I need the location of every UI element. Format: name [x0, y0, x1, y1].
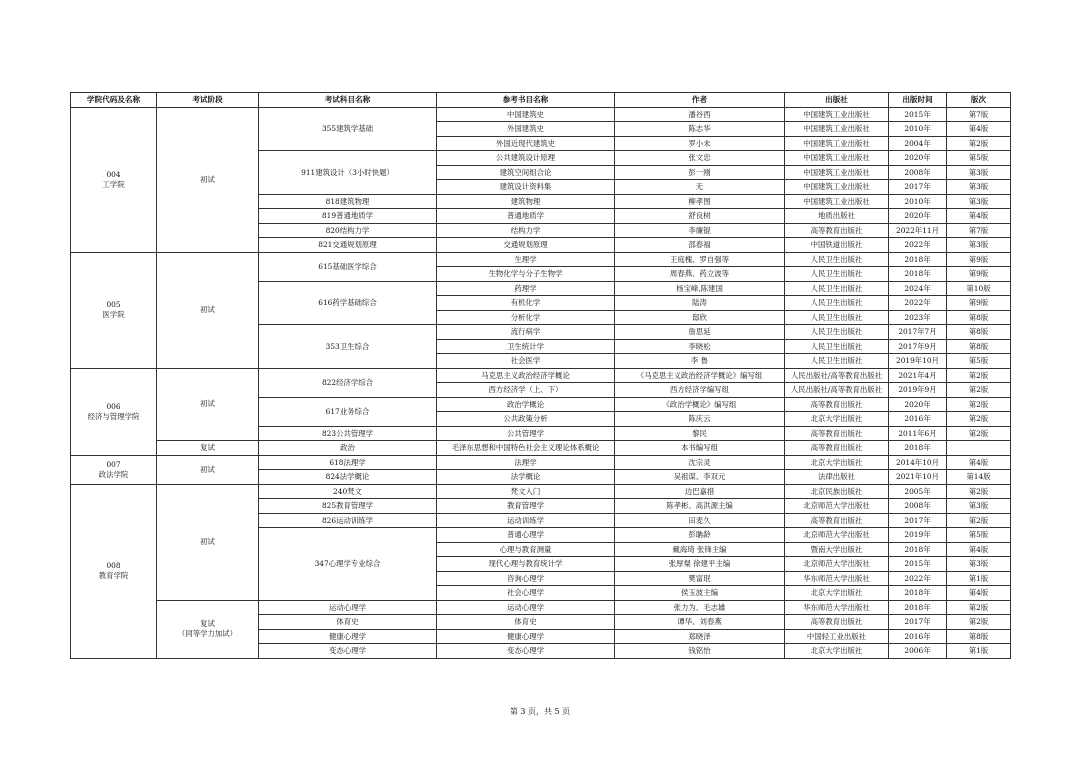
book-title-cell: 现代心理与教育统计学 — [437, 557, 615, 572]
edition-cell: 第1版 — [947, 571, 1011, 586]
edition-cell: 第8版 — [947, 629, 1011, 644]
book-title-cell: 运动心理学 — [437, 600, 615, 615]
table-row — [71, 600, 1011, 615]
edition-cell: 第3版 — [947, 165, 1011, 180]
book-title-cell: 外国建筑史 — [437, 122, 615, 137]
edition-cell: 第5版 — [947, 151, 1011, 166]
edition-cell: 第4版 — [947, 455, 1011, 470]
edition-cell: 第9版 — [947, 267, 1011, 282]
author-cell: 陆涛 — [615, 296, 785, 311]
pub-date-cell: 2018年 — [889, 600, 947, 615]
stage-cell: 复试 （同等学力加试） — [157, 600, 259, 658]
table-row — [71, 368, 1011, 383]
book-title-cell: 公共建筑设计原理 — [437, 151, 615, 166]
publisher-cell: 北京大学出版社 — [785, 586, 889, 601]
publisher-cell: 高等教育出版社 — [785, 397, 889, 412]
edition-cell: 第2版 — [947, 136, 1011, 151]
publisher-cell: 北京大学出版社 — [785, 455, 889, 470]
pub-date-cell: 2018年 — [889, 267, 947, 282]
book-title-cell: 流行病学 — [437, 325, 615, 340]
author-cell: 无 — [615, 180, 785, 195]
publisher-cell: 中国建筑工业出版社 — [785, 180, 889, 195]
subject-cell: 政治 — [259, 441, 437, 456]
author-cell: 陈庆云 — [615, 412, 785, 427]
pub-date-cell: 2018年 — [889, 252, 947, 267]
edition-cell: 第3版 — [947, 238, 1011, 253]
pub-date-cell: 2021年10月 — [889, 470, 947, 485]
author-cell: 戴海琦 张锋主编 — [615, 542, 785, 557]
subject-cell: 616药学基础综合 — [259, 281, 437, 325]
publisher-cell: 中国建筑工业出版社 — [785, 151, 889, 166]
reference-book-table — [70, 92, 1011, 659]
author-cell: 沈宗灵 — [615, 455, 785, 470]
book-title-cell: 马克思主义政治经济学概论 — [437, 368, 615, 383]
subject-cell: 822经济学综合 — [259, 368, 437, 397]
author-cell: 李 鲁 — [615, 354, 785, 369]
subject-cell: 运动心理学 — [259, 600, 437, 615]
publisher-cell: 华东师范大学出版社 — [785, 600, 889, 615]
edition-cell: 第4版 — [947, 209, 1011, 224]
publisher-cell: 中国建筑工业出版社 — [785, 122, 889, 137]
pub-date-cell: 2017年7月 — [889, 325, 947, 340]
author-cell: 柳孝图 — [615, 194, 785, 209]
college-cell: 004 工学院 — [71, 107, 157, 252]
pub-date-cell: 2015年 — [889, 557, 947, 572]
table-row — [71, 455, 1011, 470]
edition-cell: 第2版 — [947, 426, 1011, 441]
author-cell: 罗小未 — [615, 136, 785, 151]
subject-cell: 826运动训练学 — [259, 513, 437, 528]
edition-cell: 第9版 — [947, 252, 1011, 267]
edition-cell: 第10版 — [947, 281, 1011, 296]
header-subject: 考试科目名称 — [259, 93, 437, 108]
pub-date-cell: 2017年 — [889, 615, 947, 630]
subject-cell: 825教育管理学 — [259, 499, 437, 514]
pub-date-cell: 2010年 — [889, 122, 947, 137]
author-cell: 边巴嘉措 — [615, 484, 785, 499]
author-cell: 樊富珉 — [615, 571, 785, 586]
publisher-cell: 北京大学出版社 — [785, 644, 889, 659]
author-cell: 《政治学概论》编写组 — [615, 397, 785, 412]
book-title-cell: 政治学概论 — [437, 397, 615, 412]
author-cell: 陈孝彬、高洪源主编 — [615, 499, 785, 514]
book-title-cell: 公共政策分析 — [437, 412, 615, 427]
publisher-cell: 高等教育出版社 — [785, 223, 889, 238]
subject-cell: 824法学概论 — [259, 470, 437, 485]
college-cell: 005 医学院 — [71, 252, 157, 368]
pub-date-cell: 2019年10月 — [889, 354, 947, 369]
book-title-cell: 结构力学 — [437, 223, 615, 238]
pub-date-cell: 2020年 — [889, 397, 947, 412]
author-cell: 李晓松 — [615, 339, 785, 354]
publisher-cell: 北京民族出版社 — [785, 484, 889, 499]
pub-date-cell: 2016年 — [889, 412, 947, 427]
edition-cell: 第9版 — [947, 296, 1011, 311]
edition-cell: 第2版 — [947, 412, 1011, 427]
publisher-cell: 华东师范大学出版社 — [785, 571, 889, 586]
subject-cell: 820结构力学 — [259, 223, 437, 238]
edition-cell: 第4版 — [947, 586, 1011, 601]
author-cell: 谭华、刘春燕 — [615, 615, 785, 630]
author-cell: 陈志华 — [615, 122, 785, 137]
pub-date-cell: 2023年 — [889, 310, 947, 325]
header-author: 作者 — [615, 93, 785, 108]
author-cell: 钱铭怡 — [615, 644, 785, 659]
publisher-cell: 中国建筑工业出版社 — [785, 107, 889, 122]
book-title-cell: 法理学 — [437, 455, 615, 470]
book-title-cell: 生理学 — [437, 252, 615, 267]
book-title-cell: 健康心理学 — [437, 629, 615, 644]
book-title-cell: 教育管理学 — [437, 499, 615, 514]
edition-cell: 第7版 — [947, 223, 1011, 238]
pub-date-cell: 2020年 — [889, 151, 947, 166]
pub-date-cell: 2006年 — [889, 644, 947, 659]
pub-date-cell: 2022年 — [889, 296, 947, 311]
subject-cell: 353卫生综合 — [259, 325, 437, 369]
edition-cell: 第2版 — [947, 615, 1011, 630]
book-title-cell: 咨询心理学 — [437, 571, 615, 586]
pub-date-cell: 2018年 — [889, 586, 947, 601]
book-title-cell: 公共管理学 — [437, 426, 615, 441]
pub-date-cell: 2015年 — [889, 107, 947, 122]
book-title-cell: 药理学 — [437, 281, 615, 296]
pub-date-cell: 2004年 — [889, 136, 947, 151]
author-cell: 杨宝峰,陈建国 — [615, 281, 785, 296]
edition-cell: 第2版 — [947, 484, 1011, 499]
author-cell: 潘谷西 — [615, 107, 785, 122]
edition-cell: 第8版 — [947, 310, 1011, 325]
edition-cell: 第2版 — [947, 368, 1011, 383]
book-title-cell: 运动训练学 — [437, 513, 615, 528]
publisher-cell: 人民卫生出版社 — [785, 339, 889, 354]
publisher-cell: 中国建筑工业出版社 — [785, 165, 889, 180]
publisher-cell: 高等教育出版社 — [785, 513, 889, 528]
pub-date-cell: 2020年 — [889, 209, 947, 224]
pub-date-cell: 2014年10月 — [889, 455, 947, 470]
subject-cell: 体育史 — [259, 615, 437, 630]
edition-cell: 第3版 — [947, 557, 1011, 572]
pub-date-cell: 2010年 — [889, 194, 947, 209]
stage-cell: 初试 — [157, 252, 259, 368]
edition-cell: 第2版 — [947, 397, 1011, 412]
pub-date-cell: 2016年 — [889, 629, 947, 644]
book-title-cell: 中国建筑史 — [437, 107, 615, 122]
pub-date-cell: 2018年 — [889, 441, 947, 456]
author-cell: 舒良树 — [615, 209, 785, 224]
subject-cell: 615基础医学综合 — [259, 252, 437, 281]
subject-cell: 变态心理学 — [259, 644, 437, 659]
edition-cell: 第7版 — [947, 107, 1011, 122]
college-cell: 006 经济与管理学院 — [71, 368, 157, 455]
book-title-cell: 西方经济学（上、下） — [437, 383, 615, 398]
pub-date-cell: 2022年 — [889, 238, 947, 253]
pub-date-cell: 2017年 — [889, 513, 947, 528]
author-cell: 田麦久 — [615, 513, 785, 528]
stage-cell: 初试 — [157, 484, 259, 600]
book-title-cell: 社会医学 — [437, 354, 615, 369]
publisher-cell: 北京师范大学出版社 — [785, 557, 889, 572]
book-title-cell: 建筑物理 — [437, 194, 615, 209]
author-cell: 张力为、毛志雄 — [615, 600, 785, 615]
subject-cell: 617业务综合 — [259, 397, 437, 426]
publisher-cell: 北京大学出版社 — [785, 412, 889, 427]
pub-date-cell: 2024年 — [889, 281, 947, 296]
author-cell: 邸欣 — [615, 310, 785, 325]
book-title-cell: 外国近现代建筑史 — [437, 136, 615, 151]
pub-date-cell: 2005年 — [889, 484, 947, 499]
table-header — [71, 93, 1011, 108]
author-cell: 彭一刚 — [615, 165, 785, 180]
edition-cell: 第5版 — [947, 528, 1011, 543]
subject-cell: 347心理学专业综合 — [259, 528, 437, 601]
book-title-cell: 交通规划原理 — [437, 238, 615, 253]
publisher-cell: 高等教育出版社 — [785, 615, 889, 630]
table-row — [71, 484, 1011, 499]
subject-cell: 911建筑设计（3小时快题） — [259, 151, 437, 195]
table-row — [71, 107, 1011, 122]
author-cell: 王庭槐、罗自强等 — [615, 252, 785, 267]
book-title-cell: 毛泽东思想和中国特色社会主义理论体系概论 — [437, 441, 615, 456]
author-cell: 彭聃龄 — [615, 528, 785, 543]
publisher-cell: 中国建筑工业出版社 — [785, 194, 889, 209]
book-title-cell: 变态心理学 — [437, 644, 615, 659]
pub-date-cell: 2017年9月 — [889, 339, 947, 354]
edition-cell: 第8版 — [947, 325, 1011, 340]
publisher-cell: 北京师范大学出版社 — [785, 499, 889, 514]
edition-cell: 第2版 — [947, 383, 1011, 398]
author-cell: 吴祖谋、李双元 — [615, 470, 785, 485]
author-cell: 侯玉波主编 — [615, 586, 785, 601]
subject-cell: 819普通地质学 — [259, 209, 437, 224]
author-cell: 李廉锟 — [615, 223, 785, 238]
stage-cell: 初试 — [157, 368, 259, 441]
edition-cell: 第4版 — [947, 122, 1011, 137]
edition-cell: 第14版 — [947, 470, 1011, 485]
edition-cell — [947, 441, 1011, 456]
header-row — [71, 93, 1011, 108]
pub-date-cell: 2018年 — [889, 542, 947, 557]
stage-cell: 初试 — [157, 107, 259, 252]
publisher-cell: 人民卫生出版社 — [785, 267, 889, 282]
publisher-cell: 人民卫生出版社 — [785, 354, 889, 369]
table-row — [71, 441, 1011, 456]
publisher-cell: 人民卫生出版社 — [785, 281, 889, 296]
book-title-cell: 法学概论 — [437, 470, 615, 485]
pub-date-cell: 2019年9月 — [889, 383, 947, 398]
author-cell: 《马克思主义政治经济学概论》编写组 — [615, 368, 785, 383]
book-title-cell: 分析化学 — [437, 310, 615, 325]
subject-cell: 355建筑学基础 — [259, 107, 437, 151]
pub-date-cell: 2008年 — [889, 499, 947, 514]
edition-cell: 第4版 — [947, 542, 1011, 557]
book-title-cell: 梵文入门 — [437, 484, 615, 499]
publisher-cell: 中国铁道出版社 — [785, 238, 889, 253]
subject-cell: 健康心理学 — [259, 629, 437, 644]
pub-date-cell: 2008年 — [889, 165, 947, 180]
pub-date-cell: 2017年 — [889, 180, 947, 195]
book-title-cell: 普通地质学 — [437, 209, 615, 224]
table-body — [71, 107, 1011, 658]
pub-date-cell: 2021年4月 — [889, 368, 947, 383]
publisher-cell: 高等教育出版社 — [785, 426, 889, 441]
author-cell: 张厚粲 徐建平主编 — [615, 557, 785, 572]
pub-date-cell: 2011年6月 — [889, 426, 947, 441]
header-stage: 考试阶段 — [157, 93, 259, 108]
author-cell: 郑晓泽 — [615, 629, 785, 644]
header-pub-date: 出版时间 — [889, 93, 947, 108]
header-college: 学院代码及名称 — [71, 93, 157, 108]
edition-cell: 第2版 — [947, 600, 1011, 615]
publisher-cell: 法律出版社 — [785, 470, 889, 485]
publisher-cell: 人民出版社/高等教育出版社 — [785, 368, 889, 383]
author-cell: 本书编写组 — [615, 441, 785, 456]
college-cell: 008 教育学院 — [71, 484, 157, 658]
book-title-cell: 有机化学 — [437, 296, 615, 311]
subject-cell: 823公共管理学 — [259, 426, 437, 441]
book-title-cell: 卫生统计学 — [437, 339, 615, 354]
book-title-cell: 心理与教育测量 — [437, 542, 615, 557]
book-title-cell: 生物化学与分子生物学 — [437, 267, 615, 282]
book-title-cell: 普通心理学 — [437, 528, 615, 543]
subject-cell: 821交通规划原理 — [259, 238, 437, 253]
edition-cell: 第3版 — [947, 499, 1011, 514]
author-cell: 西方经济学编写组 — [615, 383, 785, 398]
publisher-cell: 人民出版社/高等教育出版社 — [785, 383, 889, 398]
author-cell: 黎民 — [615, 426, 785, 441]
publisher-cell: 人民卫生出版社 — [785, 296, 889, 311]
publisher-cell: 人民卫生出版社 — [785, 252, 889, 267]
subject-cell: 818建筑物理 — [259, 194, 437, 209]
publisher-cell: 人民卫生出版社 — [785, 325, 889, 340]
college-cell: 007 政法学院 — [71, 455, 157, 484]
edition-cell: 第2版 — [947, 513, 1011, 528]
header-book: 参考书目名称 — [437, 93, 615, 108]
stage-cell: 复试 — [157, 441, 259, 456]
stage-cell: 初试 — [157, 455, 259, 484]
edition-cell: 第3版 — [947, 180, 1011, 195]
subject-cell: 240梵文 — [259, 484, 437, 499]
subject-cell: 618法理学 — [259, 455, 437, 470]
book-title-cell: 建筑设计资料集 — [437, 180, 615, 195]
edition-cell: 第8版 — [947, 339, 1011, 354]
header-edition: 版次 — [947, 93, 1011, 108]
publisher-cell: 暨南大学出版社 — [785, 542, 889, 557]
pub-date-cell: 2022年11月 — [889, 223, 947, 238]
publisher-cell: 高等教育出版社 — [785, 441, 889, 456]
author-cell: 詹思延 — [615, 325, 785, 340]
book-title-cell: 体育史 — [437, 615, 615, 630]
header-publisher: 出版社 — [785, 93, 889, 108]
publisher-cell: 人民卫生出版社 — [785, 310, 889, 325]
book-title-cell: 社会心理学 — [437, 586, 615, 601]
page-number: 第 3 页，共 5 页 — [509, 707, 571, 716]
publisher-cell: 北京师范大学出版社 — [785, 528, 889, 543]
edition-cell: 第3版 — [947, 194, 1011, 209]
publisher-cell: 中国轻工业出版社 — [785, 629, 889, 644]
table-row — [71, 252, 1011, 267]
publisher-cell: 地质出版社 — [785, 209, 889, 224]
edition-cell: 第1版 — [947, 644, 1011, 659]
author-cell: 邵春福 — [615, 238, 785, 253]
publisher-cell: 中国建筑工业出版社 — [785, 136, 889, 151]
author-cell: 张文忠 — [615, 151, 785, 166]
book-title-cell: 建筑空间组合论 — [437, 165, 615, 180]
edition-cell: 第5版 — [947, 354, 1011, 369]
pub-date-cell: 2019年 — [889, 528, 947, 543]
pub-date-cell: 2022年 — [889, 571, 947, 586]
author-cell: 周春燕、药立波等 — [615, 267, 785, 282]
